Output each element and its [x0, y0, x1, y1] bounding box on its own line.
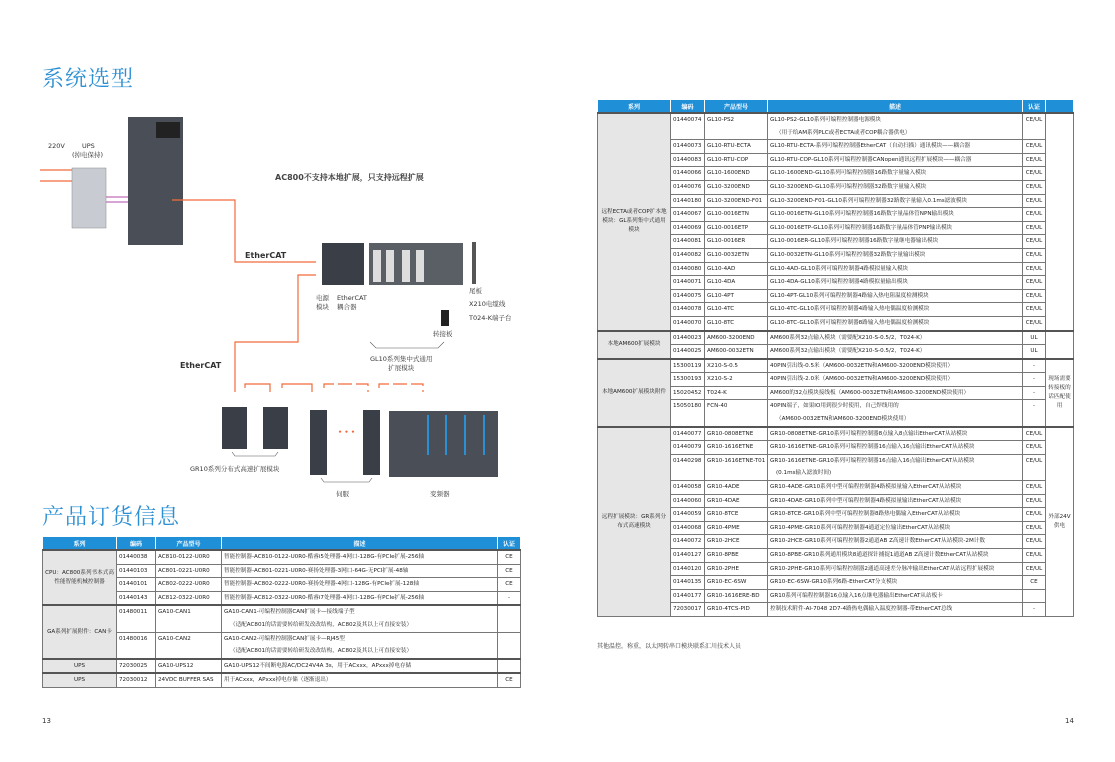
code-cell: 01440076: [671, 180, 705, 194]
power-lines: [40, 170, 72, 181]
servo-drive: [363, 410, 380, 475]
description-line: GL10-4PT-GL10系列可编程控制器4路输入热电阻温度检测模块: [770, 292, 929, 299]
cert-cell: CE/UL: [1023, 535, 1046, 549]
description-cell: [768, 140, 1023, 154]
model-cell: GL10-0016ER: [705, 235, 768, 249]
model-cell: GA10-CAN2: [156, 632, 222, 659]
description-cell: [768, 400, 1023, 427]
table-row: [598, 359, 1074, 373]
series-cell: 远程扩展模块：GR系列分布式高速模块: [598, 427, 671, 617]
cert-cell: CE/UL: [1023, 153, 1046, 167]
code-cell: 01440023: [671, 331, 705, 345]
code-cell: 01440082: [671, 248, 705, 262]
column-header: 系列: [43, 537, 117, 550]
description-line: （适配AC801的话需要转给研发改改结构，AC802及其以上可直接安装）: [230, 648, 413, 655]
description-line: GR10-1616ETNE-GR10系列可编程控制器16点输入16点输出EtherCAT从站模块: [770, 457, 975, 464]
code-cell: 01440103: [117, 564, 156, 578]
tail-plate: [472, 242, 476, 284]
code-cell: 01440079: [671, 441, 705, 455]
label-servo: 伺服: [336, 490, 349, 498]
code-cell: 01440080: [671, 262, 705, 276]
code-cell: 01440070: [671, 316, 705, 330]
code-cell: 01440075: [671, 289, 705, 303]
label-gl10-group: GL10系列集中式通用 扩展模块: [370, 355, 433, 372]
code-cell: 01440072: [671, 535, 705, 549]
code-cell: 72030017: [671, 603, 705, 617]
cert-cell: -: [1023, 386, 1046, 400]
cert-cell: CE/UL: [1023, 235, 1046, 249]
description-line: GR10-4DAE-GR10系列中型可编程控制器4路模拟量输出EtherCAT从站模块: [770, 497, 962, 504]
label-ups: UPS: [82, 142, 95, 150]
description-cell: [768, 303, 1023, 317]
column-header: 描述: [768, 100, 1023, 113]
table-row: [598, 427, 1074, 441]
group-bracket-servo: [321, 478, 372, 482]
cert-cell: CE/UL: [1023, 549, 1046, 563]
cert-cell: CE/UL: [1023, 562, 1046, 576]
code-cell: 01440059: [671, 508, 705, 522]
model-cell: GL10-4PT: [705, 289, 768, 303]
description-line: GL10-1600END-GL10系列可编程控制器16路数字量输入模块: [770, 170, 927, 177]
model-cell: GA10-CAN1: [156, 605, 222, 632]
series-cell: GA系列扩展附件：CAN卡: [43, 605, 117, 658]
description-line: GL10-0016ETN-GL10系列可编程控制器16路数字量晶体管NPN输出模块: [770, 211, 954, 218]
description-line: GR10-2PHE-GR10系列可编程控制器2通道高速差分脉冲输出EtherCAT从站远程扩展模块: [770, 565, 995, 572]
cert-cell: CE: [498, 564, 521, 578]
description-line: GA10-CAN1-可编程控制器CAN扩展卡—接线端子型: [224, 609, 355, 616]
description-line: GL10-0016ETP-GL10系列可编程控制器16路数字量晶体管PNP输出模块: [770, 224, 953, 231]
model-cell: GL10-RTU-COP: [705, 153, 768, 167]
description-cell: [768, 262, 1023, 276]
model-cell: GR10-1616ETNE: [705, 441, 768, 455]
description-line: 智能控制器-AC802-0222-U0R0-赛扬处理器-4网口-128G-有PCIe扩展-128轴: [224, 581, 419, 588]
model-cell: GL10-3200END-F01: [705, 194, 768, 208]
section-heading-ordering-info: 产品订货信息: [42, 505, 181, 530]
description-line: 40PIN引出线-0.5米（AM600-0032ETN和AM600-3200END模块使用）: [770, 362, 954, 369]
cert-cell: CE/UL: [1023, 140, 1046, 154]
description-line: GL10-0032ETN-GL10系列可编程控制器32路数字量输出模块: [770, 251, 926, 258]
cert-cell: CE/UL: [1023, 113, 1046, 140]
cert-cell: -: [1023, 603, 1046, 617]
description-line: 控制技术附件-AI-7048 2D7-4路热电偶输入温度控制器-带EtherCAT总线: [770, 606, 953, 613]
cert-cell: CE/UL: [1023, 508, 1046, 522]
cert-cell: CE: [498, 673, 521, 687]
ellipsis: • • •: [338, 428, 355, 436]
description-cell: [222, 591, 498, 605]
description-cell: [768, 113, 1023, 140]
model-cell: AM600-0032ETN: [705, 345, 768, 359]
model-cell: X210-S-2: [705, 373, 768, 387]
description-line: （AM600-0032ETN和AM600-3200END模块使用）: [776, 416, 910, 423]
label-220v: 220V: [48, 142, 65, 150]
description-line: 智能控制器-AC810-0122-U0R0-酷睿i5处理器-4网口-128G-有PCIe扩展-256轴: [224, 554, 425, 560]
description-line: （用于给AM系列PLC或者ECTA或者COP耦合器供电）: [776, 129, 911, 136]
description-line: GR10-4ADE-GR10系列中型可编程控制器4路模拟量输入EtherCAT从站模块: [770, 484, 962, 491]
code-cell: 01440067: [671, 208, 705, 222]
model-cell: GR10-4TCS-PID: [705, 603, 768, 617]
description-cell: [768, 549, 1023, 563]
description-cell: [222, 673, 498, 687]
code-cell: 01440025: [671, 345, 705, 359]
description-line: (0.1ms输入滤波时间): [776, 470, 832, 477]
series-cell: 本地AM600扩展模块附件: [598, 359, 671, 427]
cert-cell: CE/UL: [1023, 221, 1046, 235]
cert-cell: CE/UL: [1023, 276, 1046, 290]
cert-cell: [498, 659, 521, 674]
label-tail: 尾板: [469, 287, 482, 295]
cert-cell: -: [1023, 373, 1046, 387]
column-header: [1046, 100, 1074, 113]
model-cell: AC801-0221-U0R0: [156, 564, 222, 578]
model-cell: GL10-3200END: [705, 180, 768, 194]
description-cell: [768, 345, 1023, 359]
ethercat-logo: EtherCAT: [245, 251, 287, 260]
model-cell: GR10-1616ETNE-T01: [705, 454, 768, 480]
description-line: GL10-4TC-GL10系列可编程控制器4路输入热电偶温度检测模块: [770, 306, 930, 313]
model-cell: GA10-UPS12: [156, 659, 222, 674]
description-cell: [222, 564, 498, 578]
model-cell: X210-S-0.5: [705, 359, 768, 373]
label-adapter: 转接板: [433, 330, 453, 338]
description-cell: [768, 454, 1023, 480]
description-line: GL10-PS2-GL10系列可编程控制器电源模块: [770, 117, 881, 123]
table-row: [598, 113, 1074, 140]
description-line: GR10-8PBE-GR10系列通用模块8通道探针捕捉1通道AB Z高速计数EtherCAT从站模块: [770, 552, 989, 558]
left-order-table: [42, 537, 521, 688]
column-header: 编码: [117, 537, 156, 550]
model-cell: AC802-0222-U0R0: [156, 578, 222, 592]
code-cell: 01440127: [671, 549, 705, 563]
inverter-drive: [389, 411, 498, 477]
code-cell: 01440298: [671, 454, 705, 480]
model-cell: GL10-4TC: [705, 303, 768, 317]
description-cell: [222, 659, 498, 674]
description-cell: [768, 167, 1023, 181]
diagram-note: AC800不支持本地扩展，只支持远程扩展: [275, 173, 424, 182]
code-cell: 01440143: [117, 591, 156, 605]
series-cell: UPS: [43, 659, 117, 674]
model-cell: GL10-4AD: [705, 262, 768, 276]
group-bracket-gl10: [370, 342, 444, 348]
description-cell: [768, 562, 1023, 576]
description-cell: [768, 289, 1023, 303]
code-cell: 01440074: [671, 113, 705, 140]
ups-link: [106, 197, 128, 202]
description-cell: [768, 521, 1023, 535]
cert-cell: CE/UL: [1023, 427, 1046, 441]
series-cell: CPU：AC800系列书本式高性能智能机械控制器: [43, 550, 117, 605]
section-heading-system-selection: 系统选型: [42, 67, 135, 92]
model-cell: GL10-RTU-ECTA: [705, 140, 768, 154]
series-cell: 本地AM600扩展模块: [598, 331, 671, 359]
column-header: 产品型号: [156, 537, 222, 550]
description-line: （适配AC801的话需要转给研发改改结构，AC802及其以上可直接安装）: [230, 621, 413, 628]
description-cell: [768, 331, 1023, 345]
description-line: GR10系列可编程控制器16点输入16点继电器输出EtherCAT从站板卡: [770, 592, 943, 599]
cert-cell: CE/UL: [1023, 167, 1046, 181]
code-cell: 01440081: [671, 235, 705, 249]
description-cell: [768, 386, 1023, 400]
description-line: 智能控制器-AC801-0221-U0R0-赛扬处理器-3网口-64G-无PCI扩展-48轴: [224, 567, 409, 574]
description-line: GA10-CAN2-可编程控制器CAN扩展卡—RJ45型: [224, 635, 345, 642]
model-cell: GL10-0016ETP: [705, 221, 768, 235]
cert-cell: CE/UL: [1023, 441, 1046, 455]
code-cell: 01440038: [117, 550, 156, 564]
page-number-right: 14: [1065, 717, 1074, 725]
cert-cell: [498, 605, 521, 632]
code-cell: 15020452: [671, 386, 705, 400]
cert-cell: -: [498, 591, 521, 605]
description-line: AM600的32点模块接线板（AM600-0032ETN和AM600-3200END模块使用）: [770, 389, 970, 396]
code-cell: 15300119: [671, 359, 705, 373]
description-line: GR10-1616ETNE-GR10系列可编程控制器16点输入16点输出EtherCAT从站模块: [770, 444, 975, 451]
description-line: AM600系列32点输出模块（需要配X210-S-0.5/2，T024-K）: [770, 348, 926, 355]
description-line: GL10-4AD-GL10系列可编程控制器4路模拟量输入模块: [770, 265, 909, 272]
label-ups-note: (掉电保持): [72, 151, 104, 159]
cert-cell: CE/UL: [1023, 521, 1046, 535]
model-cell: GL10-4DA: [705, 276, 768, 290]
model-cell: GR10-4ADE: [705, 481, 768, 495]
code-cell: 01440071: [671, 276, 705, 290]
cert-cell: UL: [1023, 331, 1046, 345]
model-cell: AM600-3200END: [705, 331, 768, 345]
description-cell: [222, 605, 498, 632]
description-line: GL10-RTU-ECTA-系列可编程控制器EtherCAT（自动扫描）通讯模块——耦合器: [770, 143, 971, 150]
series-cell: UPS: [43, 673, 117, 687]
description-cell: [768, 494, 1023, 508]
code-cell: 01440101: [117, 578, 156, 592]
description-line: GL10-RTU-COP-GL10系列可编程控制器CANopen通讯远程扩展模块——耦合器: [770, 156, 972, 163]
code-cell: 01440073: [671, 140, 705, 154]
code-cell: 01480016: [117, 632, 156, 659]
table-row: [43, 550, 521, 564]
cert-cell: CE/UL: [1023, 289, 1046, 303]
cert-cell: CE: [1023, 576, 1046, 590]
code-cell: 01440060: [671, 494, 705, 508]
cert-cell: CE/UL: [1023, 248, 1046, 262]
code-cell: 01440068: [671, 521, 705, 535]
table-row: [43, 605, 521, 632]
cert-cell: CE/UL: [1023, 262, 1046, 276]
description-line: GL10-0016ER-GL10系列可编程控制器16路数字量继电器输出模块: [770, 238, 939, 245]
model-cell: 24VDC BUFFER SAS: [156, 673, 222, 687]
note-cell: [1046, 331, 1074, 359]
cert-cell: [1023, 589, 1046, 603]
cert-cell: CE: [498, 550, 521, 564]
description-line: 用于ACxxx，APxxx掉电存储（逐渐退出）: [224, 677, 332, 684]
label-gr10-group: GR10系列分布式高速扩展模块: [190, 465, 280, 473]
gl10-coupler: [322, 243, 364, 285]
code-cell: 01440066: [671, 167, 705, 181]
table-row: [43, 659, 521, 674]
footnote: 其他温控，称重，以太网转串口模块联系汇川技术人员: [597, 643, 742, 650]
description-cell: [222, 632, 498, 659]
description-cell: [768, 208, 1023, 222]
description-cell: [768, 481, 1023, 495]
description-cell: [768, 153, 1023, 167]
model-cell: AC812-0322-U0R0: [156, 591, 222, 605]
description-line: AM600系列32点输入模块（需要配X210-S-0.5/2，T024-K）: [770, 334, 926, 341]
description-line: 智能控制器-AC812-0322-U0R0-酷睿i7处理器-4网口-128G-有PCIe扩展-256轴: [224, 594, 425, 601]
cert-cell: -: [1023, 400, 1046, 427]
description-cell: [768, 576, 1023, 590]
cert-cell: CE/UL: [1023, 454, 1046, 480]
label-terminal: T024-K端子台: [469, 314, 512, 322]
group-bracket-gr10: [232, 452, 278, 456]
column-header: 系列: [598, 100, 671, 113]
code-cell: 01440077: [671, 427, 705, 441]
model-cell: GR10-2PHE: [705, 562, 768, 576]
cert-cell: CE: [498, 578, 521, 592]
model-cell: GL10-0032ETN: [705, 248, 768, 262]
model-cell: GL10-1600END: [705, 167, 768, 181]
header-row: [598, 100, 1074, 113]
code-cell: 15050180: [671, 400, 705, 427]
note-cell: 现场需要转接板的话匹配使用: [1046, 359, 1074, 427]
model-cell: GR10-8PBE: [705, 549, 768, 563]
cert-cell: CE/UL: [1023, 194, 1046, 208]
description-cell: [768, 373, 1023, 387]
column-header: 编码: [671, 100, 705, 113]
label-power-module: 电源 模块: [316, 294, 329, 311]
description-cell: [768, 235, 1023, 249]
code-cell: 01440135: [671, 576, 705, 590]
model-cell: T024-K: [705, 386, 768, 400]
column-header: 产品型号: [705, 100, 768, 113]
page-number-left: 13: [42, 717, 51, 725]
cert-cell: [498, 632, 521, 659]
description-cell: [768, 221, 1023, 235]
cert-cell: CE/UL: [1023, 494, 1046, 508]
description-cell: [768, 194, 1023, 208]
description-line: GR10-EC-6SW-GR10系列6路-EtherCAT分支模块: [770, 579, 898, 586]
label-inverter: 变频器: [430, 490, 450, 498]
description-line: 40PIN引出线-2.0米（AM600-0032ETN和AM600-3200END模块使用）: [770, 376, 954, 383]
model-cell: AC810-0122-U0R0: [156, 550, 222, 564]
model-cell: GR10-4DAE: [705, 494, 768, 508]
description-cell: [768, 589, 1023, 603]
description-line: GL10-8TC-GL10系列可编程控制器8路输入热电偶温度检测模块: [770, 319, 930, 326]
code-cell: 72030012: [117, 673, 156, 687]
description-line: GL10-4DA-GL10系列可编程控制器4路模拟量输出模块: [770, 279, 908, 286]
column-header: 描述: [222, 537, 498, 550]
description-line: GR10-4PME-GR10系列可编程控制器4通道定位输出EtherCAT从站模块: [770, 524, 951, 531]
cert-cell: -: [1023, 359, 1046, 373]
adapter-board: [441, 310, 449, 326]
label-cable: X210电缆线: [469, 300, 506, 308]
code-cell: 01440177: [671, 589, 705, 603]
description-cell: [768, 248, 1023, 262]
description-cell: [768, 427, 1023, 441]
code-cell: 01440069: [671, 221, 705, 235]
model-cell: GL10-PS2: [705, 113, 768, 140]
code-cell: 01440078: [671, 303, 705, 317]
header-row: [43, 537, 521, 550]
cert-cell: CE/UL: [1023, 208, 1046, 222]
right-order-table: [597, 100, 1074, 617]
model-cell: GR10-2HCE: [705, 535, 768, 549]
gr10-module: [222, 407, 247, 449]
description-cell: [768, 180, 1023, 194]
model-cell: GR10-1616ERE-BD: [705, 589, 768, 603]
cert-cell: CE/UL: [1023, 180, 1046, 194]
description-cell: [768, 535, 1023, 549]
model-cell: GL10-8TC: [705, 316, 768, 330]
label-coupler: EtherCAT 耦合器: [337, 294, 367, 311]
system-diagram: [40, 100, 520, 500]
description-line: GL10-3200END-F01-GL10系列可编程控制器32路数字量输入0.1ms滤波模块: [770, 197, 968, 204]
ethercat-logo: EtherCAT: [180, 361, 222, 370]
model-cell: GR10-4PME: [705, 521, 768, 535]
description-cell: [768, 276, 1023, 290]
model-cell: GR10-8TCE: [705, 508, 768, 522]
gr10-module: [263, 407, 288, 449]
code-cell: 01440180: [671, 194, 705, 208]
servo-drive: [310, 410, 327, 475]
description-line: 40PIN端子，如果IO用到很少时使用，自己焊线用的: [770, 403, 899, 410]
note-cell: 外部24V供电: [1046, 427, 1074, 617]
description-line: GR10-0808ETNE-GR10系列可编程控制器8点输入8点输出EtherCAT从站模块: [770, 430, 968, 437]
description-line: GR10-2HCE-GR10系列可编程控制器2通道AB Z高速计数EtherCAT从站模块-2M计数: [770, 538, 985, 545]
cert-cell: CE/UL: [1023, 303, 1046, 317]
model-cell: GR10-EC-6SW: [705, 576, 768, 590]
description-cell: [768, 508, 1023, 522]
description-line: GA10-UPS12不间断电源AC/DC24V4A 3s，用于ACxxx，APxxx掉电存储: [224, 662, 412, 669]
description-cell: [768, 359, 1023, 373]
code-cell: 15300193: [671, 373, 705, 387]
cert-cell: UL: [1023, 345, 1046, 359]
table-row: [43, 673, 521, 687]
model-cell: FCN-40: [705, 400, 768, 427]
code-cell: 01480011: [117, 605, 156, 632]
table-row: [598, 331, 1074, 345]
cert-cell: CE/UL: [1023, 316, 1046, 330]
model-cell: GL10-0016ETN: [705, 208, 768, 222]
code-cell: 01440058: [671, 481, 705, 495]
description-line: GL10-3200END-GL10系列可编程控制器32路数字量输入模块: [770, 183, 927, 190]
column-header: 认证: [498, 537, 521, 550]
description-line: GR10-8TCE-GR10系列中型可编程控制器8路热电偶输入EtherCAT从站模块: [770, 511, 961, 518]
description-cell: [768, 603, 1023, 617]
ups-device: [72, 168, 106, 228]
model-cell: GR10-0808ETNE: [705, 427, 768, 441]
description-cell: [222, 550, 498, 564]
description-cell: [768, 316, 1023, 330]
note-cell: [1046, 113, 1074, 331]
cert-cell: CE/UL: [1023, 481, 1046, 495]
series-cell: 远程ECTA或者COP扩本地模块：GL系列集中式通用模块: [598, 113, 671, 331]
description-cell: [768, 441, 1023, 455]
column-header: 认证: [1023, 100, 1046, 113]
code-cell: 72030025: [117, 659, 156, 674]
code-cell: 01440083: [671, 153, 705, 167]
description-cell: [222, 578, 498, 592]
code-cell: 01440120: [671, 562, 705, 576]
